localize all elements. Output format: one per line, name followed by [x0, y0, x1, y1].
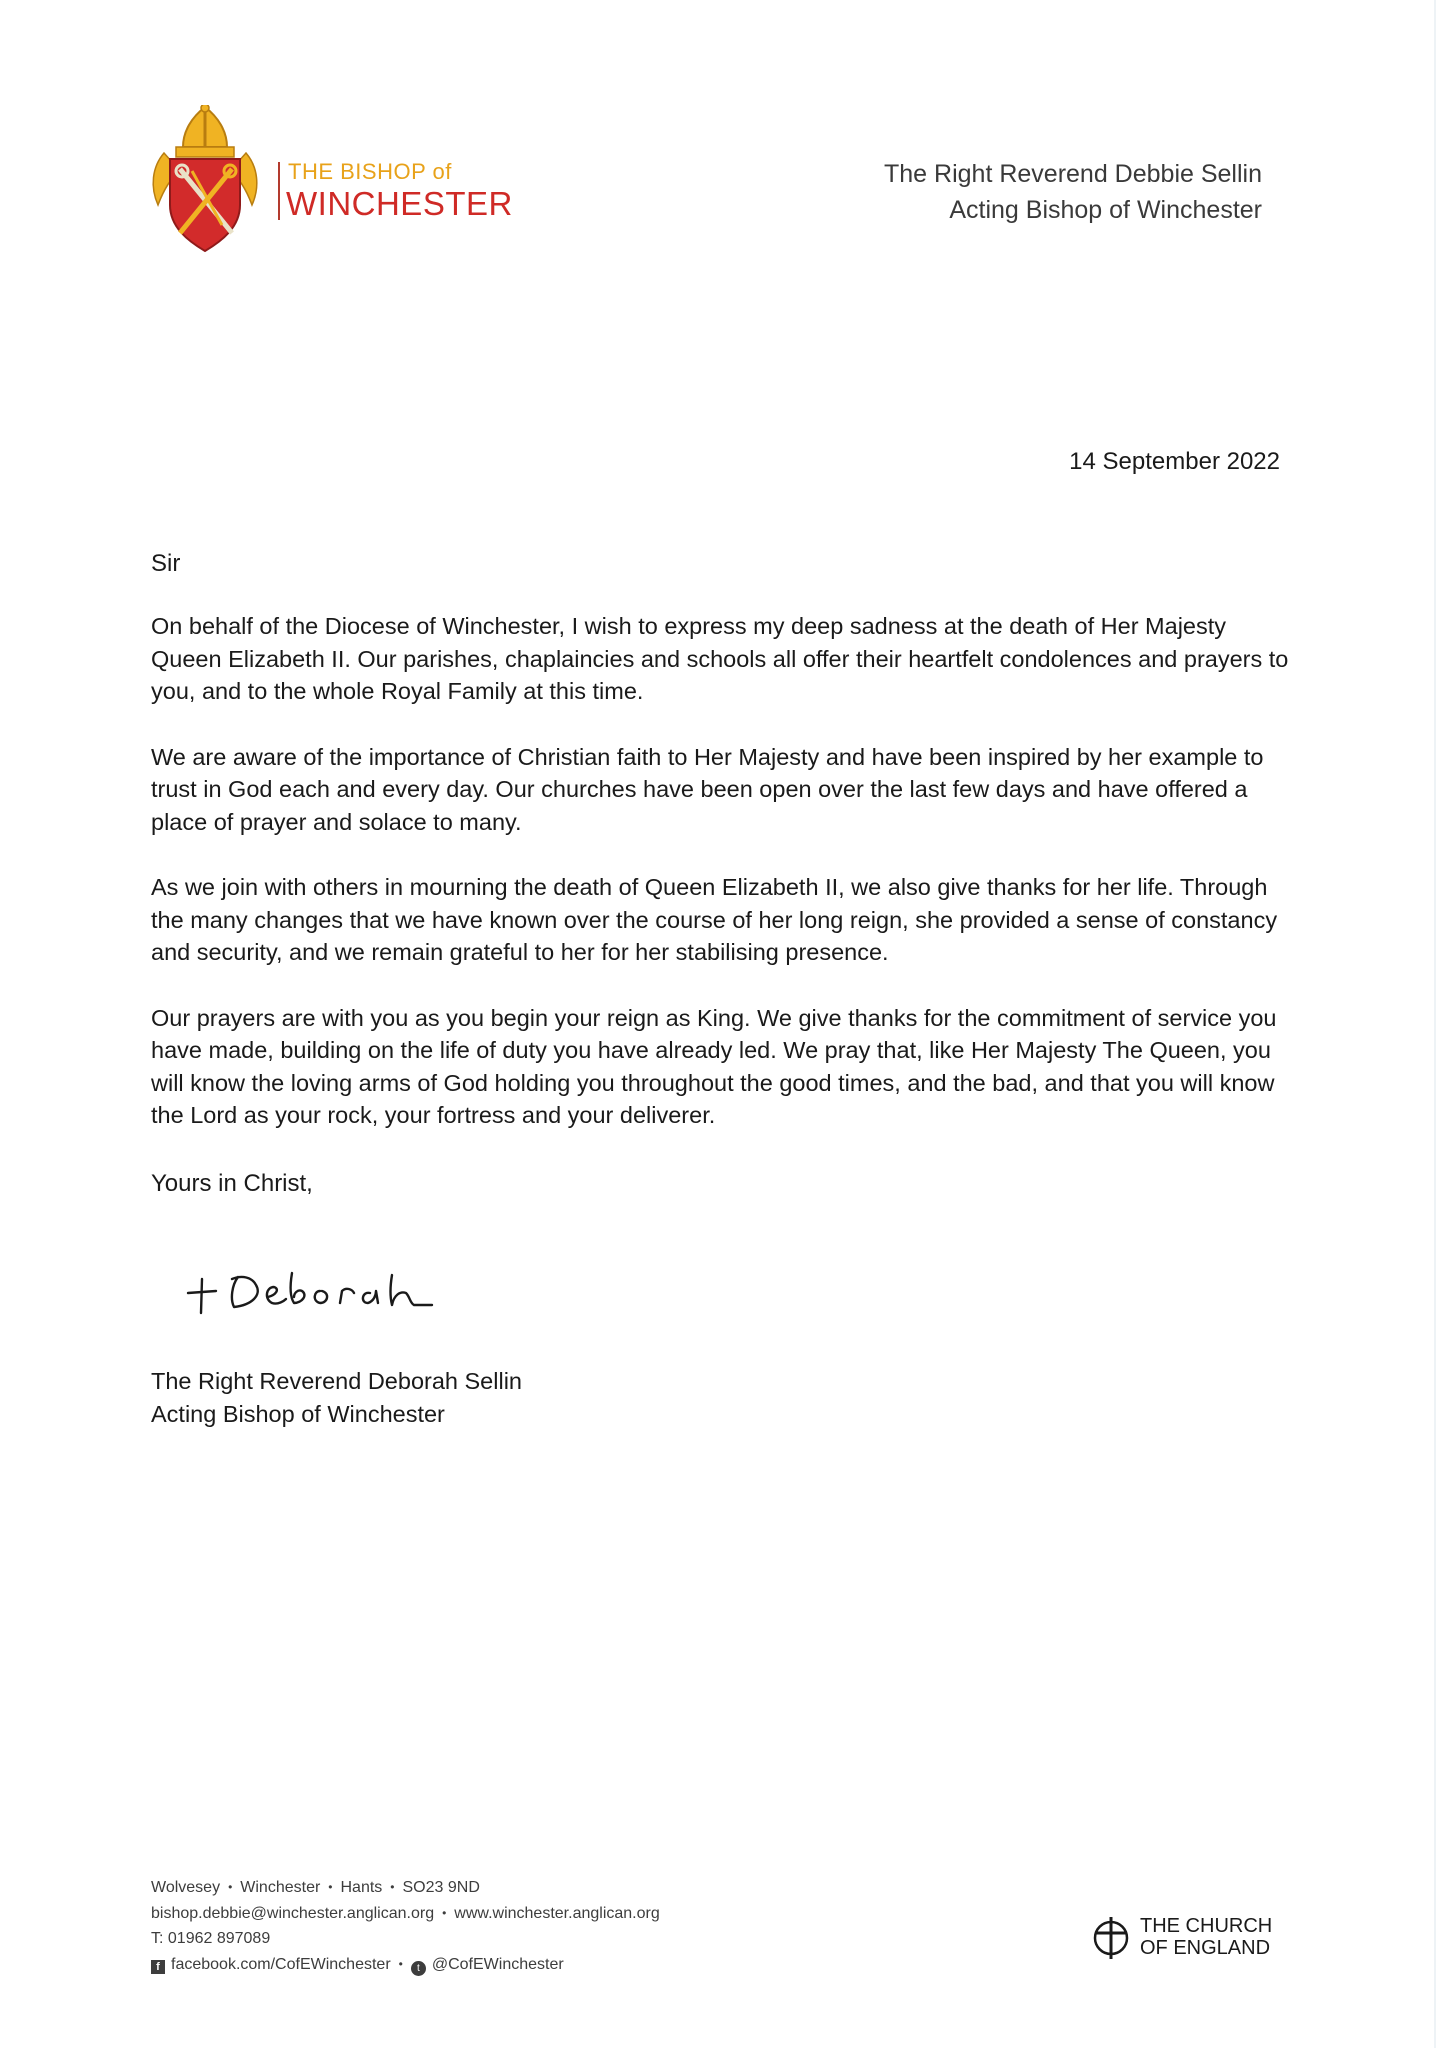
signatory-title: Acting Bishop of Winchester	[151, 1401, 445, 1427]
website-link[interactable]: www.winchester.anglican.org	[454, 1904, 660, 1922]
footer-online	[151, 1901, 660, 1927]
sender-block	[884, 156, 1262, 228]
logo-line2: WINCHESTER	[286, 185, 513, 222]
letter-date: 14 September 2022	[1069, 448, 1280, 475]
footer-social	[151, 1952, 660, 1978]
twitter-icon: t	[411, 1961, 426, 1976]
mitre-crest-icon	[150, 105, 260, 253]
facebook-icon: f	[151, 1960, 165, 1974]
coe-line2: OF ENGLAND	[1140, 1937, 1271, 1959]
bullet-icon: •	[228, 1880, 233, 1894]
footer-contact	[151, 1875, 660, 1977]
church-of-england-logo	[1092, 1915, 1292, 1961]
bullet-icon: •	[390, 1880, 395, 1894]
twitter-link[interactable]: @CofEWinchester	[431, 1955, 564, 1973]
footer-phone: T: 01962 897089	[151, 1930, 271, 1947]
closing: Yours in Christ,	[151, 1170, 313, 1197]
logo-line1: THE BISHOP of	[288, 159, 452, 184]
signatory-name: The Right Reverend Deborah Sellin	[151, 1368, 522, 1394]
sender-title: Acting Bishop of Winchester	[949, 196, 1262, 224]
address-part: Hants	[340, 1879, 383, 1896]
coe-line1: THE CHURCH	[1140, 1915, 1273, 1937]
bullet-icon: •	[328, 1880, 333, 1894]
facebook-link[interactable]: facebook.com/CofEWinchester	[171, 1955, 391, 1973]
cross-circle-icon	[1092, 1917, 1130, 1959]
logo-divider	[278, 162, 280, 220]
handwritten-signature	[180, 1255, 450, 1325]
sender-name: The Right Reverend Debbie Sellin	[884, 160, 1262, 188]
paragraph-2: We are aware of the importance of Christian faith to Her Majesty and have been inspired by her example to trust in God each and every day. Our churches have been open over the last few days and have offered a place of prayer and solace to many.	[151, 743, 1264, 835]
paragraph-3: As we join with others in mourning the death of Queen Elizabeth II, we also give thanks for her life. Through the many changes that we have known over the course of her long reign, she provided a sense of constancy and security, and we remain grateful to her for her stabilising presence.	[151, 874, 1278, 965]
letter-body	[151, 610, 1301, 1165]
paragraph-4: Our prayers are with you as you begin your reign as King. We give thanks for the commitment of service you have made, building on the life of duty you have already led. We pray that, like Her Majesty The Queen, you will know the loving arms of God holding you throughout the good times, and the bad, and that you will know the Lord as your rock, your fortress and your deliverer.	[151, 1004, 1277, 1128]
address-part: Winchester	[240, 1879, 321, 1896]
bullet-icon: •	[442, 1905, 447, 1920]
address-part: SO23 9ND	[402, 1879, 480, 1896]
bullet-icon: •	[398, 1956, 403, 1971]
page-edge	[1434, 0, 1436, 2048]
signatory-block	[151, 1365, 522, 1431]
bishop-logo	[150, 105, 513, 255]
paragraph-1: On behalf of the Diocese of Winchester, I wish to express my deep sadness at the death of Her Majesty Queen Elizabeth II. Our parishes, chaplaincies and schools all offer their heartfelt condolences and prayers to you, and to the whole Royal Family at this time.	[151, 613, 1289, 704]
coe-text	[1140, 1915, 1272, 1959]
address-part: Wolvesey	[151, 1879, 221, 1896]
footer-address	[151, 1875, 660, 1901]
email-link[interactable]: bishop.debbie@winchester.anglican.org	[151, 1904, 435, 1922]
salutation: Sir	[151, 550, 181, 577]
